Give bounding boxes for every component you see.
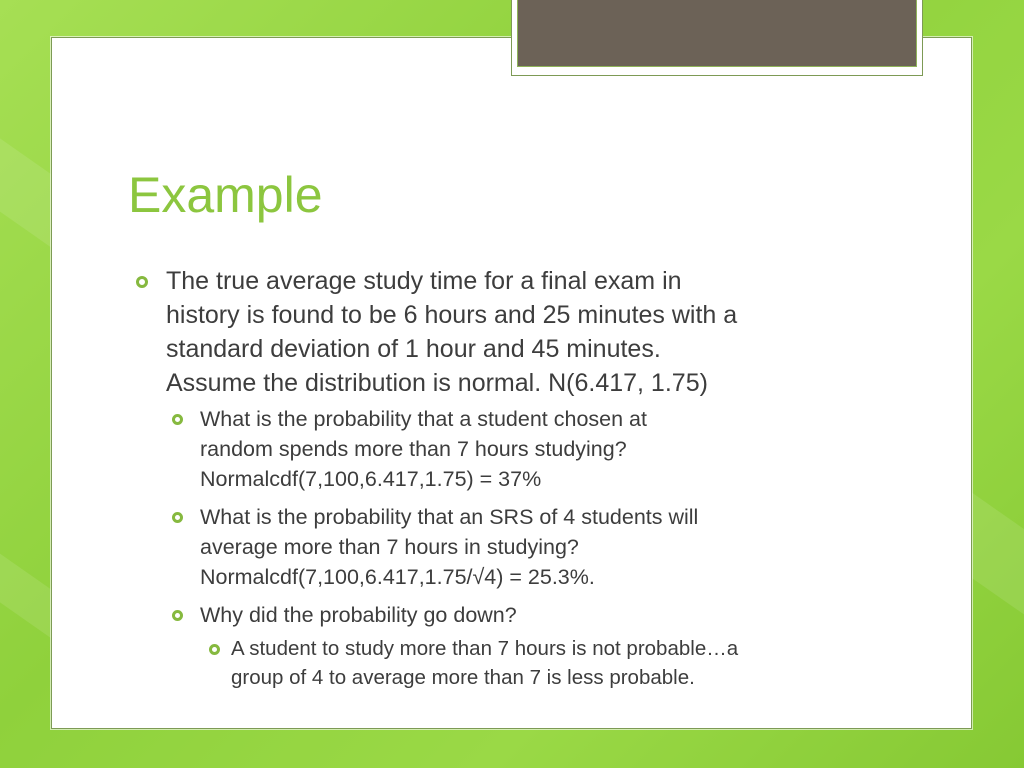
sub-bullet-text-line: Why did the probability go down? xyxy=(200,603,517,627)
circle-bullet-icon xyxy=(209,644,220,655)
circle-bullet-icon xyxy=(172,610,183,621)
sub-bullet-text-line: Normalcdf(7,100,6.417,1.75) = 37% xyxy=(200,467,542,491)
sub-bullet-text-line: random spends more than 7 hours studying? xyxy=(200,437,627,461)
circle-bullet-icon xyxy=(172,512,183,523)
sub-sub-bullet-text-line: A student to study more than 7 hours is not probable…a xyxy=(231,637,739,660)
bullet-text-line: history is found to be 6 hours and 25 minutes with a xyxy=(166,301,738,329)
bullet-text-line: The true average study time for a final exam in xyxy=(166,267,682,295)
sub-bullet-item xyxy=(128,502,948,592)
bullet-item xyxy=(128,264,948,400)
sub-bullet-text-line: What is the probability that a student chosen at xyxy=(200,407,647,431)
sub-bullet-item xyxy=(128,404,948,494)
circle-bullet-icon xyxy=(172,414,183,425)
slide-title: Example xyxy=(128,167,323,223)
bullet-text-line: Assume the distribution is normal. N(6.417, 1.75) xyxy=(166,369,708,397)
sub-bullet-text-line: average more than 7 hours in studying? xyxy=(200,535,579,559)
decorative-tab xyxy=(517,0,917,67)
sub-bullet-item xyxy=(128,600,948,630)
sub-sub-bullet-text-line: group of 4 to average more than 7 is less probable. xyxy=(231,666,695,689)
sub-bullet-text-line: What is the probability that an SRS of 4 students will xyxy=(200,505,699,529)
sub-sub-bullet-item xyxy=(128,634,948,692)
bullet-text-line: standard deviation of 1 hour and 45 minutes. xyxy=(166,335,661,363)
sub-bullet-text-line: Normalcdf(7,100,6.417,1.75/√4) = 25.3%. xyxy=(200,565,595,589)
circle-bullet-icon xyxy=(136,276,148,288)
slide-content xyxy=(128,264,948,692)
